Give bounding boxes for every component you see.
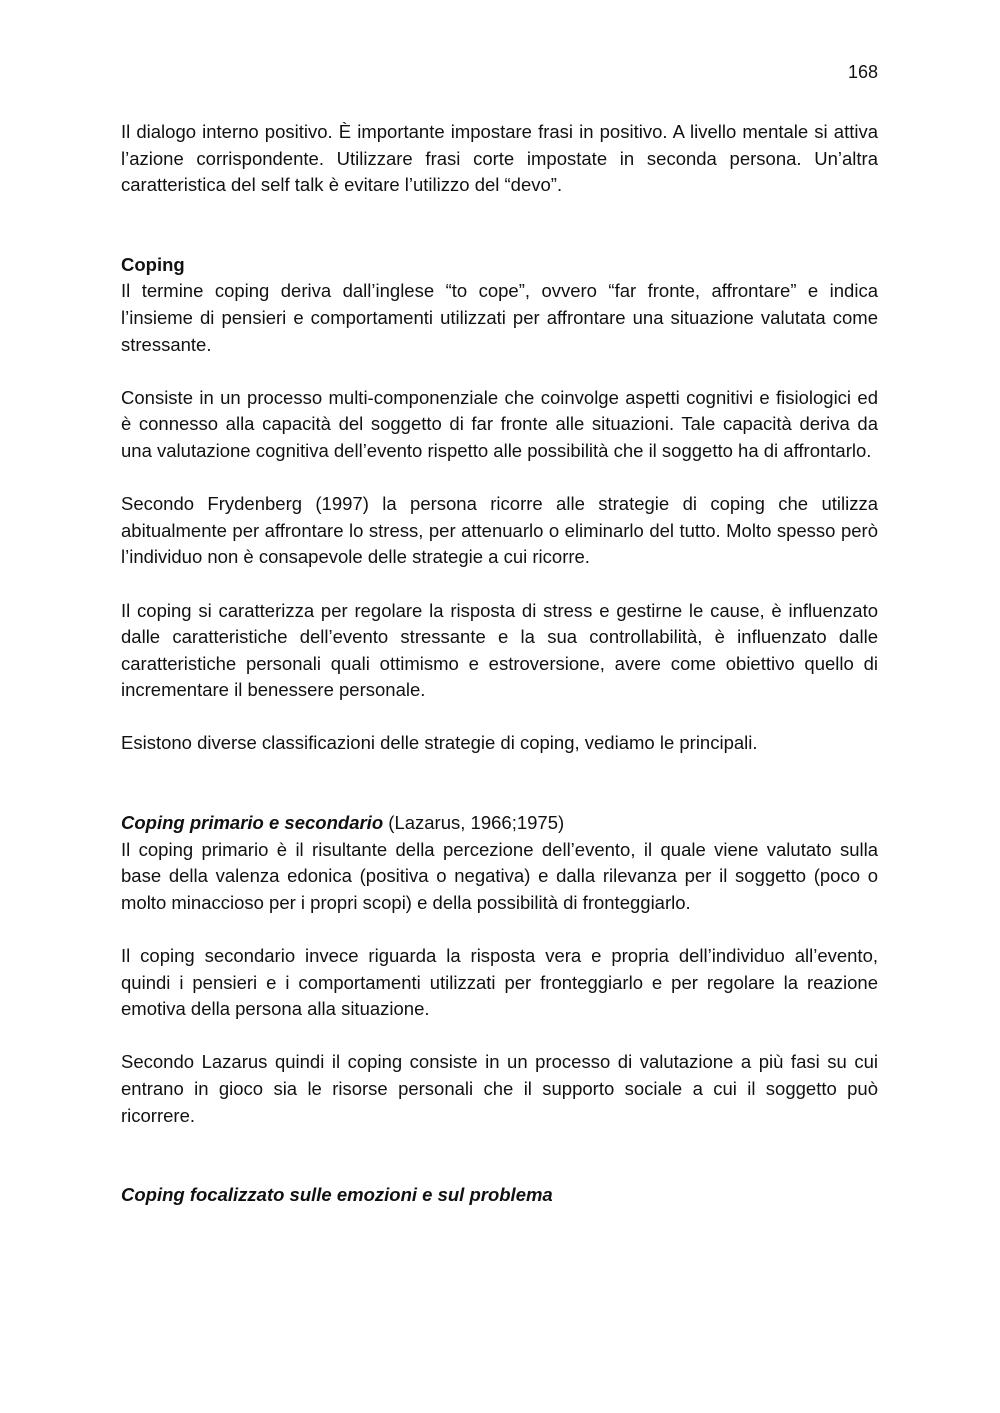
coping-paragraph-2: Consiste in un processo multi-componenziale che coinvolge aspetti cognitivi e fisiologici ed è connesso alla capacità del soggetto di far fronte alle situazioni. Tale capacità deriva da una valutazione cognitiva dell’evento rispetto alle possibilità che il soggetto ha di affrontarlo. (121, 386, 878, 461)
primario-heading: Coping primario e secondario (121, 812, 384, 834)
page-content (121, 119, 878, 1209)
primario-paragraph-3: Secondo Lazarus quindi il coping consiste in un processo di valutazione a più fasi su cui entrano in gioco sia le risorse personali che il supporto sociale a cui il soggetto può ricorrere. (121, 1051, 878, 1126)
focalizzato-heading: Coping focalizzato sulle emozioni e sul problema (121, 1184, 553, 1206)
coping-paragraph-3: Secondo Frydenberg (1997) la persona ricorre alle strategie di coping che utilizza abitualmente per affrontare lo stress, per attenuarlo o eliminarlo del tutto. Molto spesso però l’individuo non è consapevole delle strategie a cui ricorre. (121, 493, 878, 568)
coping-paragraph-4: Il coping si caratterizza per regolare la risposta di stress e gestirne le cause, è influenzato dalle caratteristiche dell’evento stressante e la sua controllabilità, è influenzato dalle caratteristiche personali quali ottimismo e estroversione, avere come obiettivo quello di incrementare il benessere personale. (121, 599, 878, 701)
primario-paragraph-1: Il coping primario è il risultante della percezione dell’evento, il quale viene valutato sulla base della valenza edonica (positiva o negativa) e dalla rilevanza per il soggetto (poco o molto minaccioso per i propri scopi) e della possibilità di fronteggiarlo. (121, 838, 878, 913)
primario-paragraph-2: Il coping secondario invece riguarda la risposta vera e propria dell’individuo all’evento, quindi i pensieri e i comportamenti utilizzati per fronteggiarlo e per regolare la reazione emotiva della persona alla situazione. (121, 945, 878, 1020)
primario-heading-line (121, 810, 878, 837)
page-number: 168 (847, 62, 878, 82)
primario-citation: (Lazarus, 1966;1975) (383, 812, 565, 834)
coping-paragraph-1: Il termine coping deriva dall’inglese “to cope”, ovvero “far fronte, affrontare” e indica l’insieme di pensieri e comportamenti utilizzati per affrontare una situazione valutata come stressante. (121, 280, 878, 355)
coping-heading: Coping (121, 253, 185, 275)
coping-paragraph-5: Esistono diverse classificazioni delle strategie di coping, vediamo le principali. (121, 732, 758, 754)
intro-paragraph: Il dialogo interno positivo. È importante impostare frasi in positivo. A livello mentale si attiva l’azione corrispondente. Utilizzare frasi corte impostate in seconda persona. Un’altra caratteristica del self talk è evitare l’utilizzo del “devo”. (121, 121, 878, 196)
